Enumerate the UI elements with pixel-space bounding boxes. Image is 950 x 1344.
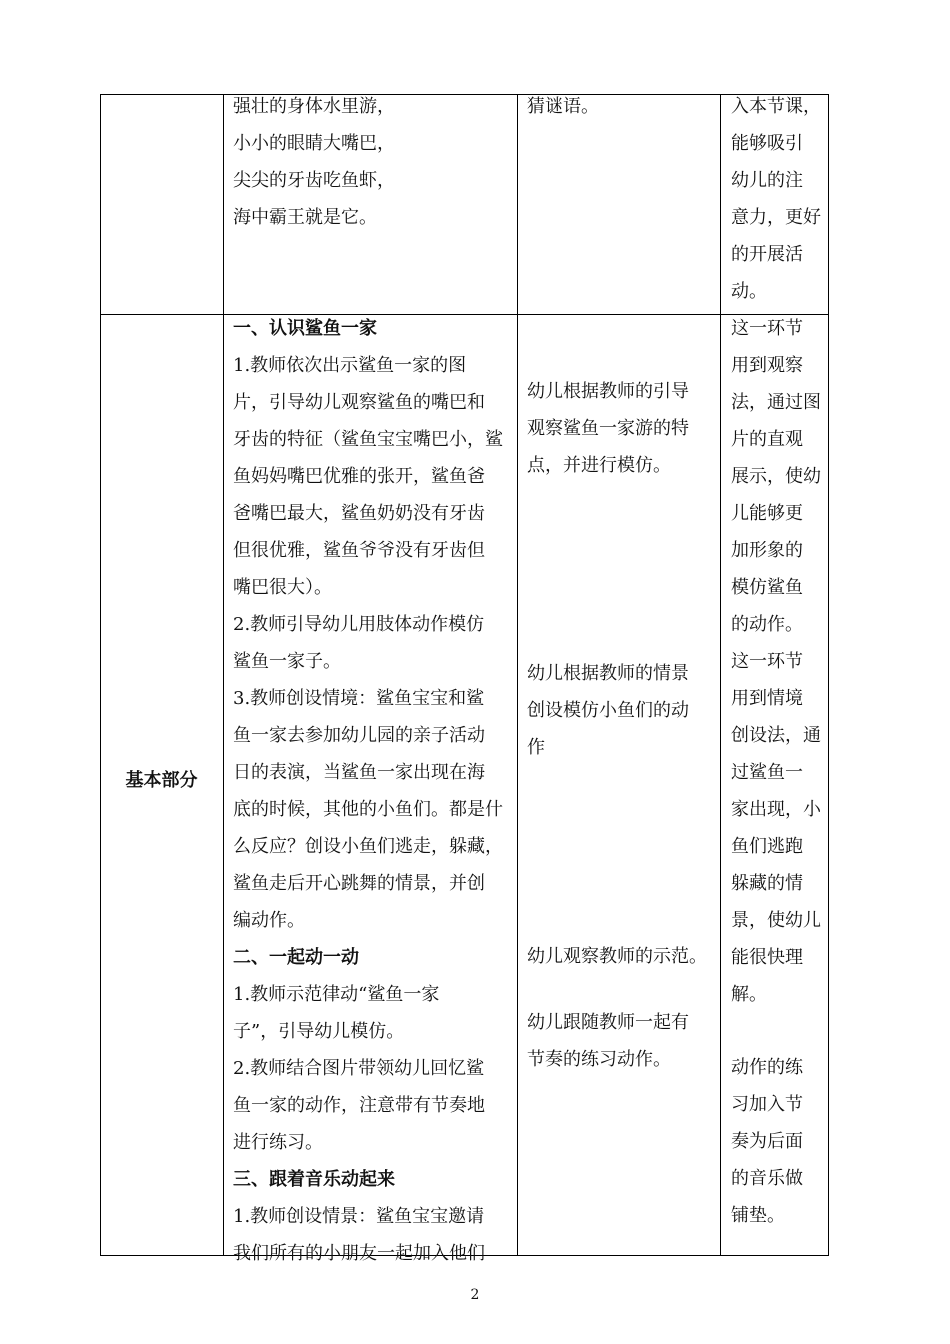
teacher-activity-line: 鱼一家去参加幼儿园的亲子活动 [233,725,485,746]
design-intent-line: 解。 [731,984,767,1005]
child-activity-line: 创设模仿小鱼们的动 [527,700,689,721]
riddle-line: 小小的眼睛大嘴巴， [233,133,395,154]
child-activity-guess-riddle: 猜谜语。 [527,96,599,117]
table-divider-2 [517,94,518,1256]
design-intent-line: 片的直观 [731,429,803,450]
section-heading: 二、一起动一动 [233,947,359,968]
purpose-line: 的开展活 [731,244,803,265]
teacher-activity-line: 鲨鱼走后开心跳舞的情景，并创 [233,873,485,894]
design-intent-line: 这一环节 [731,651,803,672]
purpose-line: 意力，更好 [731,207,821,228]
child-activity-line: 幼儿根据教师的情景 [527,663,689,684]
teacher-activity-line: 但很优雅，鲨鱼爷爷没有牙齿但 [233,540,485,561]
design-intent-line: 动作的练 [731,1057,803,1078]
design-intent-line: 习加入节 [731,1094,803,1115]
child-activity-line: 节奏的练习动作。 [527,1049,671,1070]
design-intent-line: 这一环节 [731,318,803,339]
design-intent-line: 鱼们逃跑 [731,836,803,857]
child-activity-block-4 [527,1004,714,1078]
purpose-line: 入本节课， [731,96,821,117]
table-border-right [828,94,829,1256]
purpose-line: 幼儿的注 [731,170,803,191]
design-intent-line: 景，使幼儿 [731,910,821,931]
design-intent-line: 模仿鲨鱼 [731,577,803,598]
design-intent-line: 躲藏的情 [731,873,803,894]
child-activity-line: 作 [527,737,545,758]
design-intent-line: 家出现，小 [731,799,821,820]
teacher-activity-line: 2.教师引导幼儿用肢体动作模仿 [233,614,485,635]
teacher-activity-line: 牙齿的特征（鲨鱼宝宝嘴巴小，鲨 [233,429,503,450]
child-activity-line: 幼儿观察教师的示范。 [527,946,707,967]
child-activity-block-1 [527,373,714,484]
child-activity-line: 点，并进行模仿。 [527,455,671,476]
design-intent-line: 加形象的 [731,540,803,561]
teacher-activity-line: 嘴巴很大）。 [233,577,332,598]
table-divider-1 [223,94,224,1256]
design-intent-line: 的音乐做 [731,1168,803,1189]
intro-purpose-text [731,88,821,310]
teacher-activity-line: 日的表演，当鲨鱼一家出现在海 [233,762,485,783]
teacher-activity-line: 片，引导幼儿观察鲨鱼的嘴巴和 [233,392,485,413]
teacher-activity-line: 我们所有的小朋友一起加入他们 [233,1243,485,1264]
teacher-activity-line: 么反应？创设小鱼们逃走，躲藏， [233,836,503,857]
teacher-activity-line: 3.教师创设情境：鲨鱼宝宝和鲨 [233,688,485,709]
riddle-line: 强壮的身体水里游， [233,96,395,117]
design-intent-block-1 [731,310,821,643]
section-label-basic: 基本部分 [125,770,198,791]
teacher-activity-line: 编动作。 [233,910,305,931]
child-activity-line: 幼儿根据教师的引导 [527,381,689,402]
riddle-line: 尖尖的牙齿吃鱼虾， [233,170,395,191]
child-activity-block-3 [527,938,714,975]
teacher-activity-line: 鱼一家的动作，注意带有节奏地 [233,1095,485,1116]
child-activity-block-2 [527,655,714,766]
purpose-line: 能够吸引 [731,133,803,154]
child-activity-line: 观察鲨鱼一家游的特 [527,418,689,439]
teacher-activity-line: 2.教师结合图片带领幼儿回忆鲨 [233,1058,485,1079]
child-activity-line: 幼儿跟随教师一起有 [527,1012,689,1033]
design-intent-block-3 [731,1049,821,1234]
design-intent-line: 儿能够更 [731,503,803,524]
design-intent-line: 铺垫。 [731,1205,785,1226]
teacher-activity-line: 1.教师示范律动“鲨鱼一家 [233,984,440,1005]
teacher-activity-line: 底的时候，其他的小鱼们。都是什 [233,799,503,820]
design-intent-line: 展示，使幼 [731,466,821,487]
design-intent-line: 的动作。 [731,614,803,635]
design-intent-line: 法，通过图 [731,392,821,413]
design-intent-line: 用到观察 [731,355,803,376]
table-divider-3 [720,94,721,1256]
design-intent-line: 能很快理 [731,947,803,968]
section-heading: 三、跟着音乐动起来 [233,1169,395,1190]
table-border-left [100,94,101,1256]
design-intent-line: 奏为后面 [731,1131,803,1152]
teacher-activity-line: 1.教师依次出示鲨鱼一家的图 [233,355,467,376]
teacher-activity-line: 进行练习。 [233,1132,323,1153]
teacher-activity-line: 爸嘴巴最大，鲨鱼奶奶没有牙齿 [233,503,485,524]
design-intent-line: 过鲨鱼一 [731,762,803,783]
design-intent-block-2 [731,643,821,1013]
design-intent-line: 创设法，通 [731,725,821,746]
teacher-activity-column [233,310,508,1272]
purpose-line: 动。 [731,281,767,302]
teacher-activity-line: 鱼妈妈嘴巴优雅的张开，鲨鱼爸 [233,466,485,487]
riddle-line: 海中霸王就是它。 [233,207,377,228]
section-heading: 一、认识鲨鱼一家 [233,318,377,339]
teacher-activity-line: 鲨鱼一家子。 [233,651,341,672]
teacher-activity-line: 1.教师创设情景：鲨鱼宝宝邀请 [233,1206,485,1227]
page-number: 2 [470,1287,480,1303]
riddle-text [233,88,508,236]
design-intent-line: 用到情境 [731,688,803,709]
teacher-activity-line: 子”，引导幼儿模仿。 [233,1021,405,1042]
